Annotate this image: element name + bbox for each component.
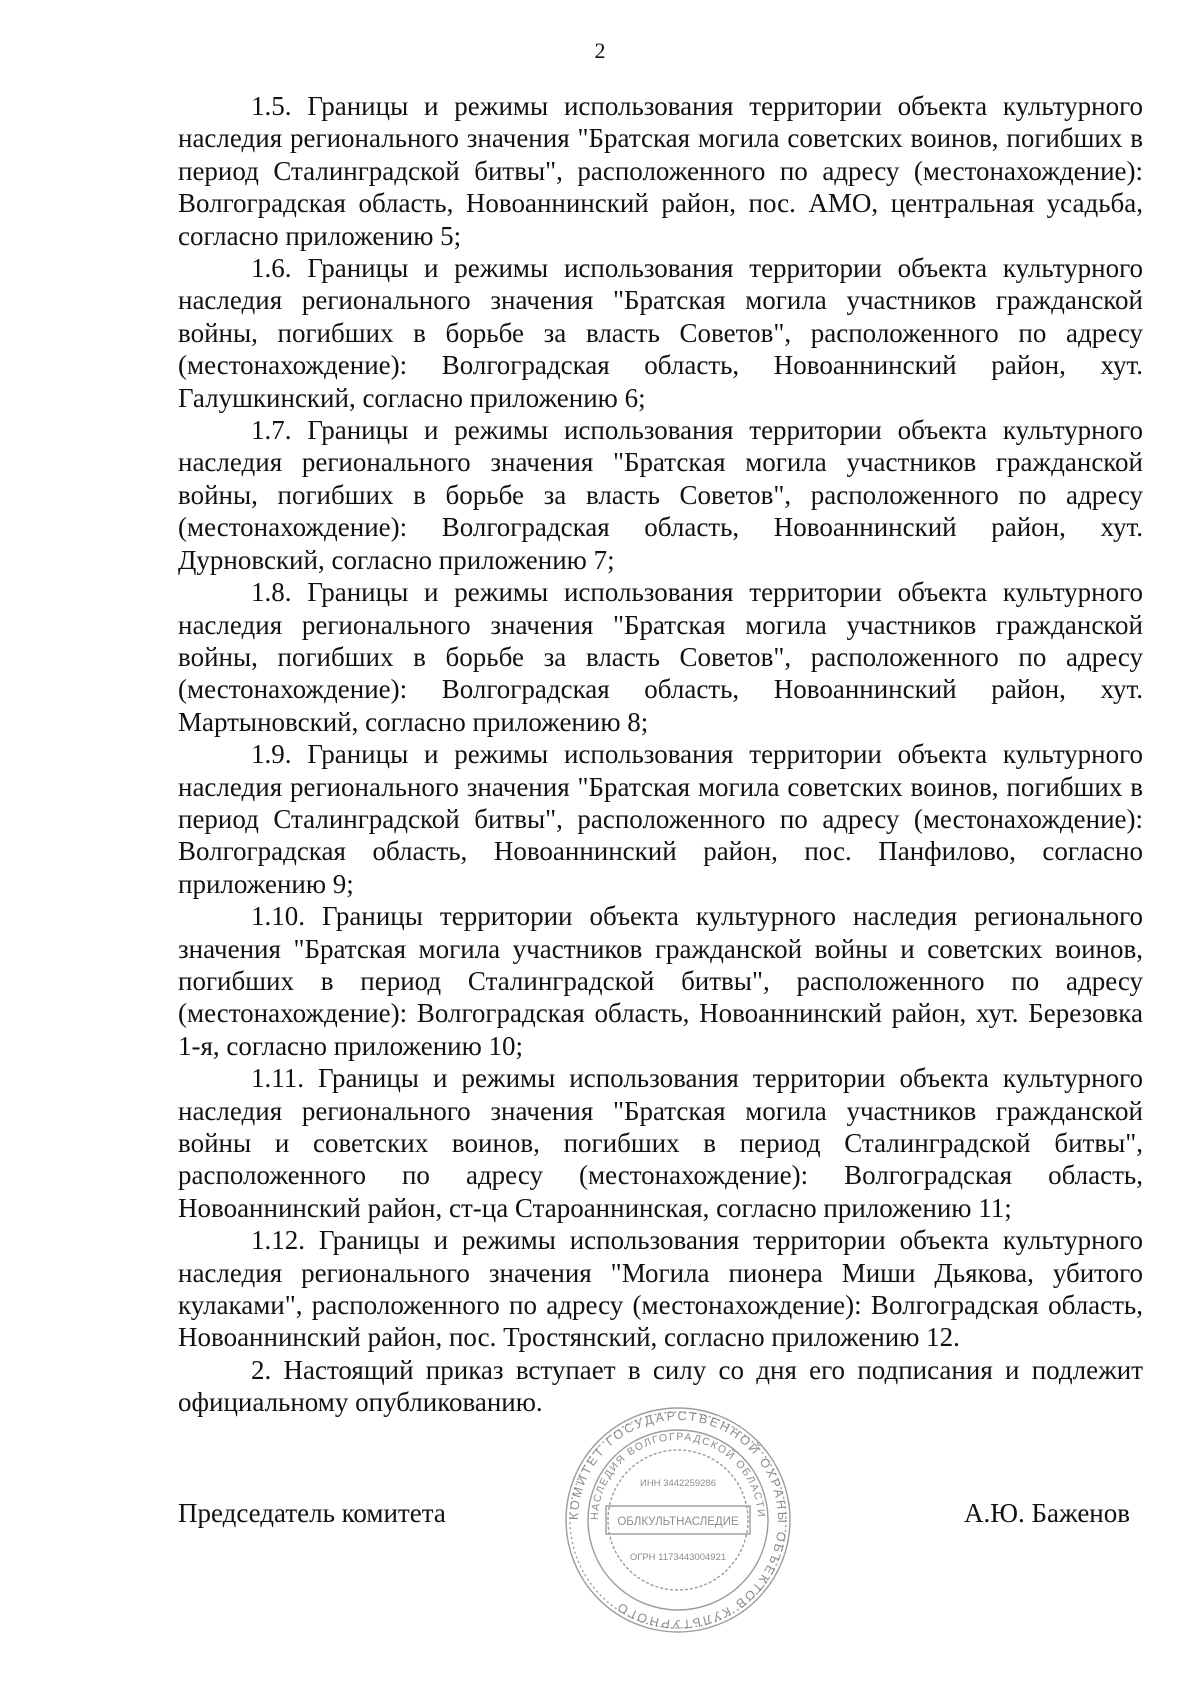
page-number: 2 [594,38,606,63]
paragraph-1-10: 1.10. Границы территории объекта культурного наследия регионального значения "Братская могила участников гражданской войны и советских воинов, погибших в период Сталинградской битвы", расположенного по адресу (местонахождение): Волгоградская область, Новоаннинский район, хут. Березовка 1-я, согласно приложению 10; [178,901,1143,1061]
paragraph-1-9: 1.9. Границы и режимы использования территории объекта культурного наследия регионального значения "Братская могила советских воинов, погибших в период Сталинградской битвы", расположенного по адресу (местонахождение): Волгоградская область, Новоаннинский район, пос. Панфилово, согласно приложению 9; [178,739,1143,899]
official-seal [558,1400,798,1640]
seal-inner-text: НАСЛЕДИЯ ВОЛГОГРАДСКОЙ ОБЛАСТИ [588,1430,768,1521]
paragraph-2: 2. Настоящий приказ вступает в силу со дня его подписания и подлежит официальному опубликованию. [178,1354,1143,1418]
signature-position-label: Председатель комитета [178,1498,446,1528]
seal-inn: ИНН 3442259286 [639,1478,717,1489]
document-body [178,90,1143,1419]
paragraph-1-12: 1.12. Границы и режимы использования территории объекта культурного наследия регионального значения "Могила пионера Миши Дьякова, убитого кулаками", расположенного по адресу (местонахождение): Волгоградская область, Новоаннинский район, пос. Тростянский, согласно приложению 12. [178,1225,1143,1353]
seal-graphic [558,1400,798,1640]
seal-outer-text: КОМИТЕТ ГОСУДАРСТВЕННОЙ ОХРАНЫ ОБЪЕКТОВ КУЛЬТУРНОГО [566,1408,790,1632]
seal-center-text: ОБЛКУЛЬТНАСЛЕДИЕ [617,1516,739,1528]
paragraph-1-8: 1.8. Границы и режимы использования территории объекта культурного наследия регионального значения "Братская могила участников гражданской войны, погибших в борьбе за власть Советов", расположенного по адресу (местонахождение): Волгоградская область, Новоаннинский район, хут. Мартыновский, согласно приложению 8; [178,577,1143,737]
paragraph-1-5: 1.5. Границы и режимы использования территории объекта культурного наследия регионального значения "Братская могила советских воинов, погибших в период Сталинградской битвы", расположенного по адресу (местонахождение): Волгоградская область, Новоаннинский район, пос. АМО, центральная усадьба, согласно приложению 5; [178,91,1143,251]
paragraph-1-11: 1.11. Границы и режимы использования территории объекта культурного наследия регионального значения "Братская могила участников гражданской войны и советских воинов, погибших в период Сталинградской битвы", расположенного по адресу (местонахождение): Волгоградская область, Новоаннинский район, ст-ца Староаннинская, согласно приложению 11; [178,1063,1143,1223]
paragraph-1-7: 1.7. Границы и режимы использования территории объекта культурного наследия регионального значения "Братская могила участников гражданской войны, погибших в борьбе за власть Советов", расположенного по адресу (местонахождение): Волгоградская область, Новоаннинский район, хут. Дурновский, согласно приложению 7; [178,415,1143,575]
seal-ogrn: ОГРН 1173443004921 [629,1552,727,1563]
paragraph-1-6: 1.6. Границы и режимы использования территории объекта культурного наследия регионального значения "Братская могила участников гражданской войны, погибших в борьбе за власть Советов", расположенного по адресу (местонахождение): Волгоградская область, Новоаннинский район, хут. Галушкинский, согласно приложению 6; [178,253,1143,413]
signature-name: А.Ю. Баженов [964,1498,1130,1528]
